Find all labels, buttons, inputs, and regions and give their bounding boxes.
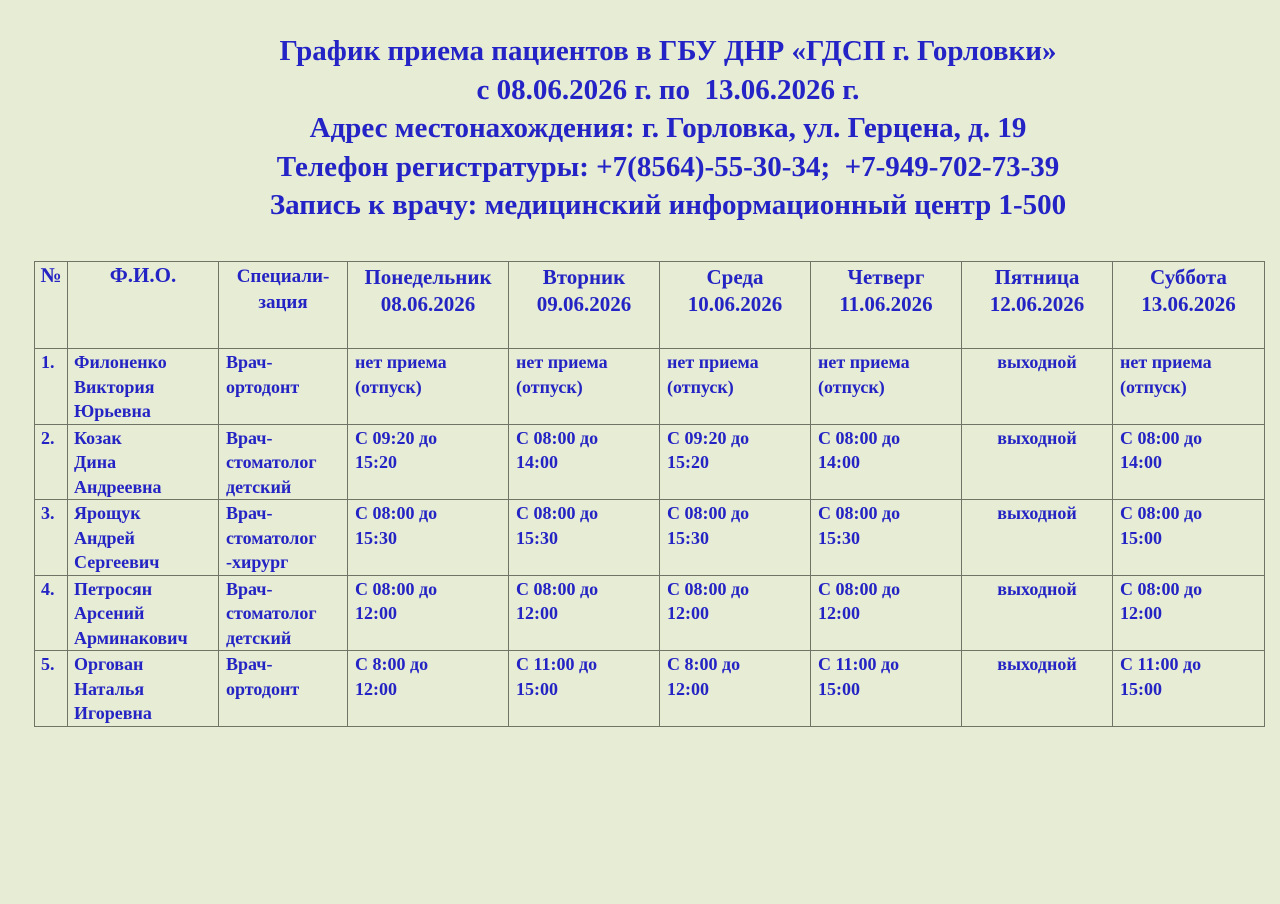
doctor-name-line: Оргован — [74, 654, 144, 674]
specialization-line: Врач- — [226, 578, 273, 599]
schedule-cell-line: (отпуск) — [1120, 376, 1187, 397]
doctor-name-line: Сергеевич — [74, 552, 160, 572]
schedule-cell — [660, 575, 811, 651]
header-specialization — [219, 262, 348, 349]
schedule-cell — [348, 651, 509, 727]
doctor-name-line: Козак — [74, 427, 122, 448]
schedule-cell-line: С 08:00 до — [818, 503, 901, 523]
schedule-cell-line: С 8:00 до — [667, 654, 741, 674]
schedule-cell — [811, 500, 962, 576]
schedule-cell — [348, 424, 509, 500]
schedule-cell-line: 15:00 — [818, 678, 860, 699]
schedule-cell — [348, 575, 509, 651]
doctor-name-line: Петросян — [74, 578, 153, 599]
header-day — [962, 262, 1113, 349]
schedule-cell — [509, 500, 660, 576]
table-row — [35, 651, 1265, 727]
schedule-cell-line: С 08:00 до — [1120, 578, 1203, 599]
doctor-name-line: Арминакович — [74, 627, 188, 648]
header-day — [348, 262, 509, 349]
schedule-cell-line: 14:00 — [818, 452, 860, 472]
doctor-specialization — [219, 651, 348, 727]
schedule-cell — [1113, 651, 1265, 727]
schedule-cell-line: С 11:00 до — [1120, 654, 1202, 674]
schedule-cell-line: С 08:00 до — [1120, 503, 1203, 523]
header-day-date: 09.06.2026 — [536, 292, 632, 316]
schedule-cell-line: 15:30 — [516, 527, 558, 548]
schedule-cell-line: 12:00 — [355, 678, 397, 699]
doctor-name-line: Юрьевна — [74, 401, 151, 421]
doctor-name — [68, 651, 219, 727]
schedule-cell-line: С 09:20 до — [355, 427, 438, 448]
schedule-cell — [811, 349, 962, 425]
schedule-cell-line: С 08:00 до — [355, 503, 438, 523]
row-number: 5. — [35, 651, 68, 727]
doctor-name — [68, 500, 219, 576]
doctor-specialization — [219, 349, 348, 425]
schedule-cell — [1113, 424, 1265, 500]
schedule-cell — [1113, 500, 1265, 576]
phone-line: Телефон регистратуры: +7(8564)-55-30-34; +7-949-702-73-39 — [276, 150, 1060, 183]
schedule-cell — [1113, 575, 1265, 651]
header-day — [1113, 262, 1265, 349]
specialization-line: детский — [226, 627, 292, 648]
table-row — [35, 424, 1265, 500]
schedule-cell — [962, 651, 1113, 727]
schedule-cell-line: нет приема — [516, 352, 608, 372]
schedule-cell-line: С 08:00 до — [1120, 427, 1203, 448]
doctor-name-line: Ярощук — [74, 503, 141, 523]
schedule-cell-line: 12:00 — [667, 678, 709, 699]
date-range-line: с 08.06.2026 г. по 13.06.2026 г. — [476, 73, 860, 106]
schedule-cell-line: 12:00 — [1120, 603, 1162, 623]
schedule-cell-line: выходной — [997, 427, 1077, 448]
table-row — [35, 500, 1265, 576]
header-day-name: Четверг — [847, 265, 925, 289]
doctor-specialization — [219, 500, 348, 576]
schedule-cell-line: С 08:00 до — [818, 427, 901, 448]
schedule-cell-line: С 11:00 до — [818, 654, 900, 674]
header-day-name: Вторник — [542, 265, 626, 289]
schedule-cell-line: С 8:00 до — [355, 654, 429, 674]
doctor-name — [68, 424, 219, 500]
specialization-line: Врач- — [226, 427, 273, 448]
schedule-cell-line: 15:00 — [516, 678, 558, 699]
document-header — [0, 32, 1280, 225]
specialization-line: детский — [226, 476, 292, 497]
header-day-name: Суббота — [1150, 265, 1227, 289]
schedule-cell-line: 14:00 — [1120, 452, 1162, 472]
specialization-line: стоматолог — [226, 527, 317, 548]
schedule-cell-line: выходной — [997, 352, 1077, 372]
header-day-name: Пятница — [994, 265, 1080, 289]
schedule-cell-line: С 08:00 до — [516, 503, 599, 523]
title-line: График приема пациентов в ГБУ ДНР «ГДСП г. Горловки» — [279, 35, 1057, 67]
specialization-line: Врач- — [226, 654, 273, 674]
doctor-name-line: Андрей — [74, 527, 135, 548]
header-day — [660, 262, 811, 349]
specialization-line: Врач- — [226, 352, 273, 372]
schedule-cell-line: 12:00 — [355, 603, 397, 623]
schedule-cell — [660, 651, 811, 727]
schedule-cell-line: 15:30 — [818, 527, 860, 548]
schedule-cell — [509, 349, 660, 425]
header-day-name: Понедельник — [364, 265, 492, 289]
schedule-cell-line: выходной — [997, 654, 1077, 674]
table-row — [35, 575, 1265, 651]
schedule-table — [34, 261, 1265, 727]
specialization-line: стоматолог — [226, 603, 317, 623]
schedule-cell — [811, 424, 962, 500]
row-number: 4. — [35, 575, 68, 651]
schedule-cell-line: нет приема — [818, 352, 910, 372]
header-day-date: 11.06.2026 — [839, 292, 933, 316]
specialization-line: стоматолог — [226, 452, 317, 472]
schedule-cell-line: С 08:00 до — [818, 578, 901, 599]
schedule-cell — [962, 500, 1113, 576]
header-day-date: 12.06.2026 — [989, 292, 1085, 316]
doctor-name-line: Наталья — [74, 678, 145, 699]
appointment-line: Запись к врачу: медицинский информационный центр 1-500 — [269, 189, 1067, 221]
doctor-name-line: Арсений — [74, 603, 145, 623]
doctor-name — [68, 575, 219, 651]
schedule-cell-line: 15:00 — [1120, 678, 1162, 699]
schedule-cell — [509, 424, 660, 500]
schedule-cell — [1113, 349, 1265, 425]
schedule-cell-line: С 09:20 до — [667, 427, 750, 448]
schedule-cell-line: С 08:00 до — [516, 427, 599, 448]
schedule-cell-line: нет приема — [667, 352, 759, 372]
specialization-line: -хирург — [226, 552, 289, 572]
row-number: 1. — [35, 349, 68, 425]
schedule-cell-line: 12:00 — [667, 603, 709, 623]
header-num: № — [35, 262, 68, 349]
schedule-cell-line: 15:30 — [667, 527, 709, 548]
header-day-date: 13.06.2026 — [1141, 292, 1236, 316]
schedule-cell-line: (отпуск) — [818, 376, 885, 397]
schedule-cell-line: выходной — [997, 503, 1077, 523]
schedule-cell — [348, 349, 509, 425]
row-number: 2. — [35, 424, 68, 500]
header-day-name: Среда — [706, 265, 764, 289]
doctor-specialization — [219, 424, 348, 500]
header-day — [811, 262, 962, 349]
schedule-cell-line: С 08:00 до — [667, 578, 750, 599]
schedule-cell — [811, 651, 962, 727]
schedule-cell — [660, 500, 811, 576]
header-day-date: 10.06.2026 — [687, 292, 783, 316]
header-spec-line: зация — [258, 292, 308, 313]
specialization-line: ортодонт — [226, 678, 300, 699]
schedule-cell-line: выходной — [997, 578, 1077, 599]
schedule-cell-line: 12:00 — [516, 603, 558, 623]
schedule-cell-line: С 08:00 до — [667, 503, 750, 523]
row-number: 3. — [35, 500, 68, 576]
doctor-name-line: Филоненко — [74, 352, 167, 372]
table-header-row — [35, 262, 1265, 349]
schedule-cell — [962, 349, 1113, 425]
schedule-cell — [962, 575, 1113, 651]
doctor-specialization — [219, 575, 348, 651]
schedule-cell-line: (отпуск) — [516, 376, 583, 397]
schedule-cell — [348, 500, 509, 576]
schedule-cell-line: 14:00 — [516, 452, 558, 472]
doctor-name-line: Дина — [74, 452, 117, 472]
schedule-cell — [962, 424, 1113, 500]
doctor-name-line: Андреевна — [74, 476, 162, 497]
schedule-cell — [509, 651, 660, 727]
schedule-cell-line: С 08:00 до — [355, 578, 438, 599]
header-day-date: 08.06.2026 — [380, 292, 476, 316]
doctor-name-line: Виктория — [74, 376, 155, 397]
schedule-cell-line: 15:20 — [355, 452, 397, 472]
table-row — [35, 349, 1265, 425]
header-spec-line: Специали- — [236, 266, 330, 287]
schedule-cell-line: 15:30 — [355, 527, 397, 548]
schedule-cell — [660, 424, 811, 500]
doctor-name — [68, 349, 219, 425]
table-body — [35, 349, 1265, 727]
header-fio: Ф.И.О. — [68, 262, 219, 349]
schedule-cell-line: С 11:00 до — [516, 654, 598, 674]
doctor-name-line: Игоревна — [74, 703, 152, 723]
header-day — [509, 262, 660, 349]
schedule-cell-line: 12:00 — [818, 603, 860, 623]
schedule-cell-line: (отпуск) — [355, 376, 422, 397]
specialization-line: ортодонт — [226, 376, 300, 397]
address-line: Адрес местонахождения: г. Горловка, ул. Герцена, д. 19 — [309, 112, 1027, 144]
schedule-cell — [660, 349, 811, 425]
schedule-cell — [509, 575, 660, 651]
schedule-cell — [811, 575, 962, 651]
schedule-cell-line: (отпуск) — [667, 376, 734, 397]
schedule-cell-line: 15:00 — [1120, 527, 1162, 548]
schedule-cell-line: С 08:00 до — [516, 578, 599, 599]
specialization-line: Врач- — [226, 503, 273, 523]
schedule-cell-line: 15:20 — [667, 452, 709, 472]
schedule-cell-line: нет приема — [1120, 352, 1212, 372]
schedule-cell-line: нет приема — [355, 352, 447, 372]
